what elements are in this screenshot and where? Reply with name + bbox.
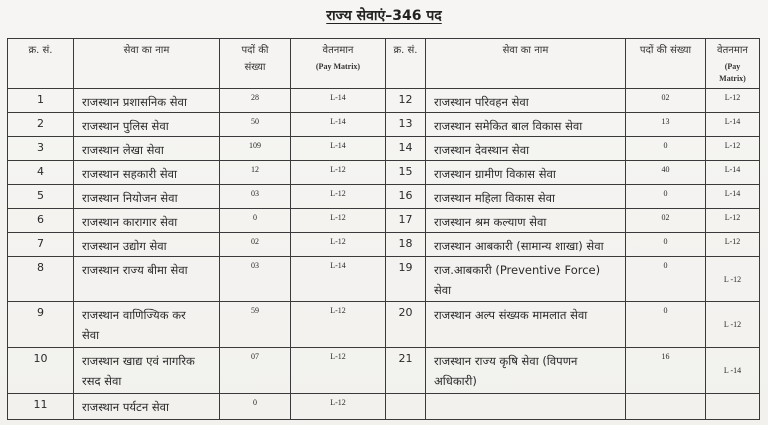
serial-cell: 3 (8, 137, 74, 161)
posts-cell: 02 (626, 209, 706, 233)
service-name-cell (74, 348, 220, 394)
service-name-cell: राजस्थान देवस्थान सेवा (426, 137, 626, 161)
posts-cell: 0 (626, 257, 706, 302)
service-name-cell: राजस्थान लेखा सेवा (74, 137, 220, 161)
service-name-cell (74, 302, 220, 348)
posts-cell: 0 (626, 302, 706, 348)
posts-cell: 0 (626, 233, 706, 257)
service-name-cell: राजस्थान ग्रामीण विकास सेवा (426, 161, 626, 185)
pay-cell: L-12 (291, 185, 386, 209)
table-row (8, 161, 760, 185)
posts-cell: 02 (220, 233, 291, 257)
header-service-name-left: सेवा का नाम (74, 39, 220, 89)
pay-matrix-label: (Pay Matrix) (719, 62, 746, 83)
posts-cell: 16 (626, 348, 706, 394)
pay-scale-label: वेतनमान (322, 45, 354, 56)
serial-cell: 19 (386, 257, 426, 302)
serial-cell: 18 (386, 233, 426, 257)
service-name-cell: राजस्थान उद्योग सेवा (74, 233, 220, 257)
table-row (8, 257, 760, 302)
empty-cell (386, 394, 426, 420)
service-name-cell: राजस्थान आबकारी (सामान्य शाखा) सेवा (426, 233, 626, 257)
page-title: राज्य सेवाएं–346 पद (326, 8, 442, 24)
pay-cell: L-12 (291, 302, 386, 348)
service-name-cell: राजस्थान प्रशासनिक सेवा (74, 89, 220, 113)
service-name-cell: राजस्थान महिला विकास सेवा (426, 185, 626, 209)
table-row (8, 348, 760, 394)
posts-cell: 0 (220, 394, 291, 420)
service-name-cell: राजस्थान कारागार सेवा (74, 209, 220, 233)
service-name-line-2: अधिकारी) (434, 374, 477, 388)
header-pay-right (706, 39, 760, 89)
serial-cell: 12 (386, 89, 426, 113)
pay-cell: L -12 (706, 257, 760, 302)
pay-cell: L-12 (706, 137, 760, 161)
service-name-line-1: राजस्थान खाद्य एवं नागरिक (82, 354, 195, 368)
posts-cell: 02 (626, 89, 706, 113)
service-name-cell: राजस्थान पुलिस सेवा (74, 113, 220, 137)
table-row (8, 394, 760, 420)
service-name-cell: राजस्थान समेकित बाल विकास सेवा (426, 113, 626, 137)
table-row (8, 137, 760, 161)
pay-cell: L-12 (706, 233, 760, 257)
service-name-cell: राजस्थान सहकारी सेवा (74, 161, 220, 185)
service-name-cell: राजस्थान परिवहन सेवा (426, 89, 626, 113)
posts-cell: 12 (220, 161, 291, 185)
pay-cell: L-12 (706, 89, 760, 113)
services-table (7, 38, 760, 420)
pay-cell: L-12 (706, 209, 760, 233)
pay-scale-label: वेतनमान (717, 45, 748, 56)
posts-cell: 0 (626, 185, 706, 209)
serial-cell: 6 (8, 209, 74, 233)
table-row (8, 209, 760, 233)
serial-cell: 7 (8, 233, 74, 257)
posts-cell: 0 (626, 137, 706, 161)
pay-cell: L-14 (291, 89, 386, 113)
pay-cell: L-12 (291, 348, 386, 394)
pay-cell: L-14 (706, 113, 760, 137)
pay-cell: L-14 (706, 161, 760, 185)
header-posts-right: पदों की संख्या (626, 39, 706, 89)
service-name-line-1: राजस्थान राज्य कृषि सेवा (विपणन (434, 354, 578, 368)
posts-cell: 03 (220, 185, 291, 209)
service-name-line-1: राजस्थान वाणिज्यिक कर (82, 308, 186, 322)
header-serial-left: क्र. सं. (8, 39, 74, 89)
service-name-cell: राजस्थान राज्य बीमा सेवा (74, 257, 220, 302)
serial-cell: 11 (8, 394, 74, 420)
service-name-cell: राजस्थान अल्प संख्यक मामलात सेवा (426, 302, 626, 348)
pay-cell: L-12 (291, 233, 386, 257)
serial-cell: 5 (8, 185, 74, 209)
posts-cell: 28 (220, 89, 291, 113)
serial-cell: 13 (386, 113, 426, 137)
service-name-cell: राजस्थान श्रम कल्याण सेवा (426, 209, 626, 233)
service-name-cell: राजस्थान पर्यटन सेवा (74, 394, 220, 420)
posts-cell: 40 (626, 161, 706, 185)
service-name-cell: राजस्थान नियोजन सेवा (74, 185, 220, 209)
header-row (8, 39, 760, 89)
serial-cell: 20 (386, 302, 426, 348)
service-name-line-1: राज.आबकारी (Preventive Force) (434, 263, 601, 277)
service-name-line-2: सेवा (434, 283, 452, 297)
pay-cell: L -12 (706, 302, 760, 348)
serial-cell: 2 (8, 113, 74, 137)
header-pay-left (291, 39, 386, 89)
serial-cell: 14 (386, 137, 426, 161)
pay-matrix-label: (Pay Matrix) (315, 62, 361, 71)
table-row (8, 302, 760, 348)
table-row (8, 185, 760, 209)
service-name-line-2: रसद सेवा (82, 374, 122, 388)
serial-cell: 4 (8, 161, 74, 185)
serial-cell: 21 (386, 348, 426, 394)
posts-cell: 50 (220, 113, 291, 137)
table-row (8, 113, 760, 137)
pay-cell: L-12 (291, 394, 386, 420)
pay-cell: L-12 (291, 209, 386, 233)
empty-cell (426, 394, 626, 420)
serial-cell: 16 (386, 185, 426, 209)
pay-cell: L-14 (291, 113, 386, 137)
pay-cell: L-12 (291, 161, 386, 185)
serial-cell: 9 (8, 302, 74, 348)
posts-cell: 109 (220, 137, 291, 161)
service-name-line-2: सेवा (82, 328, 100, 342)
pay-cell: L -14 (706, 348, 760, 394)
header-posts-left: पदों की संख्या (220, 39, 291, 89)
posts-cell: 59 (220, 302, 291, 348)
empty-cell (626, 394, 706, 420)
service-name-cell (426, 348, 626, 394)
posts-cell: 13 (626, 113, 706, 137)
empty-cell (706, 394, 760, 420)
serial-cell: 8 (8, 257, 74, 302)
pay-cell: L-14 (291, 257, 386, 302)
pay-cell: L-14 (291, 137, 386, 161)
posts-cell: 07 (220, 348, 291, 394)
posts-cell: 0 (220, 209, 291, 233)
pay-cell: L-14 (706, 185, 760, 209)
serial-cell: 10 (8, 348, 74, 394)
serial-cell: 17 (386, 209, 426, 233)
serial-cell: 15 (386, 161, 426, 185)
serial-cell: 1 (8, 89, 74, 113)
header-service-name-right: सेवा का नाम (426, 39, 626, 89)
service-name-cell (426, 257, 626, 302)
table-row (8, 233, 760, 257)
header-serial-right: क्र. सं. (386, 39, 426, 89)
table-row (8, 89, 760, 113)
posts-cell: 03 (220, 257, 291, 302)
